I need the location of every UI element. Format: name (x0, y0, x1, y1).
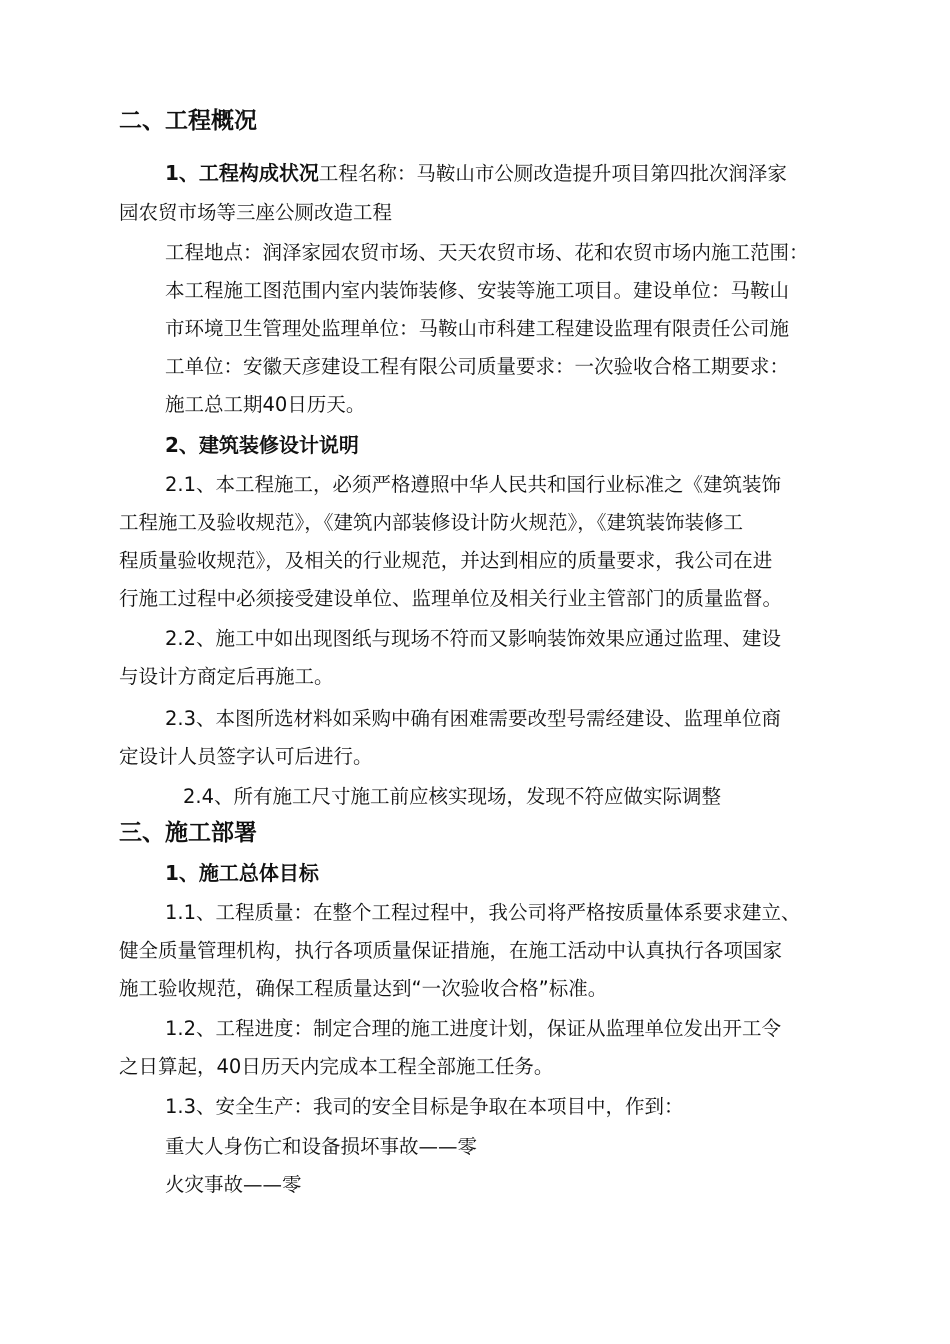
paragraph-line: 市环境卫生管理处监理单位：马鞍山市科建工程建设监理有限责任公司施 (165, 317, 790, 340)
paragraph-line: 健全质量管理机构，执行各项质量保证措施，在施工活动中认真执行各项国家 (119, 939, 783, 962)
section-title-deployment: 三、施工部署 (119, 820, 257, 846)
paragraph-line: 工程地点：润泽家园农贸市场、天天农贸市场、花和农贸市场内施工范围： (165, 241, 809, 264)
paragraph-line: 之日算起，40日历天内完成本工程全部施工任务。 (119, 1055, 554, 1078)
subsection-heading-goals: 1、施工总体目标 (165, 861, 319, 885)
paragraph-line: 行施工过程中必须接受建设单位、监理单位及相关行业主管部门的质量监督。 (119, 587, 783, 610)
subsection-heading-design: 2、建筑装修设计说明 (165, 433, 359, 457)
paragraph-line: 施工验收规范，确保工程质量达到“一次验收合格”标准。 (119, 977, 608, 1000)
subsection-heading-composition: 1、工程构成状况 (165, 161, 319, 185)
paragraph-line: 园农贸市场等三座公厕改造工程 (119, 201, 393, 224)
paragraph-line: 1.1、工程质量：在整个工程过程中，我公司将严格按质量体系要求建立、 (165, 901, 801, 924)
paragraph-line: 与设计方商定后再施工。 (119, 665, 334, 688)
paragraph-line: 2.3、本图所选材料如采购中确有困难需要改型号需经建设、监理单位商 (165, 707, 782, 730)
paragraph-line: 施工总工期40日历天。 (165, 393, 366, 416)
list-item: 火灾事故——零 (165, 1173, 302, 1196)
paragraph-line: 1.3、安全生产：我司的安全目标是争取在本项目中，作到： (165, 1095, 684, 1118)
paragraph-line: 2.1、本工程施工，必须严格遵照中华人民共和国行业标准之《建筑装饰 (165, 473, 782, 496)
paragraph-line: 工程施工及验收规范》，《建筑内部装修设计防火规范》，《建筑装饰装修工 (119, 511, 744, 534)
paragraph-line: 定设计人员签字认可后进行。 (119, 745, 373, 768)
paragraph-composition-line-1 (165, 160, 787, 187)
section-title-overview: 二、工程概况 (119, 108, 257, 134)
paragraph-line: 2.4、所有施工尺寸施工前应核实现场，发现不符应做实际调整 (183, 785, 722, 808)
paragraph-line: 1.2、工程进度：制定合理的施工进度计划，保证从监理单位发出开工令 (165, 1017, 782, 1040)
project-name-text: 工程名称：马鞍山市公厕改造提升项目第四批次润泽家 (318, 162, 787, 185)
list-item: 重大人身伤亡和设备损坏事故——零 (165, 1135, 478, 1158)
paragraph-line: 工单位：安徽天彦建设工程有限公司质量要求：一次验收合格工期要求： (165, 355, 790, 378)
paragraph-line: 本工程施工图范围内室内装饰装修、安装等施工项目。建设单位：马鞍山 (165, 279, 790, 302)
paragraph-line: 2.2、施工中如出现图纸与现场不符而又影响装饰效果应通过监理、建设 (165, 627, 782, 650)
paragraph-line: 程质量验收规范》，及相关的行业规范，并达到相应的质量要求，我公司在进 (119, 549, 773, 572)
